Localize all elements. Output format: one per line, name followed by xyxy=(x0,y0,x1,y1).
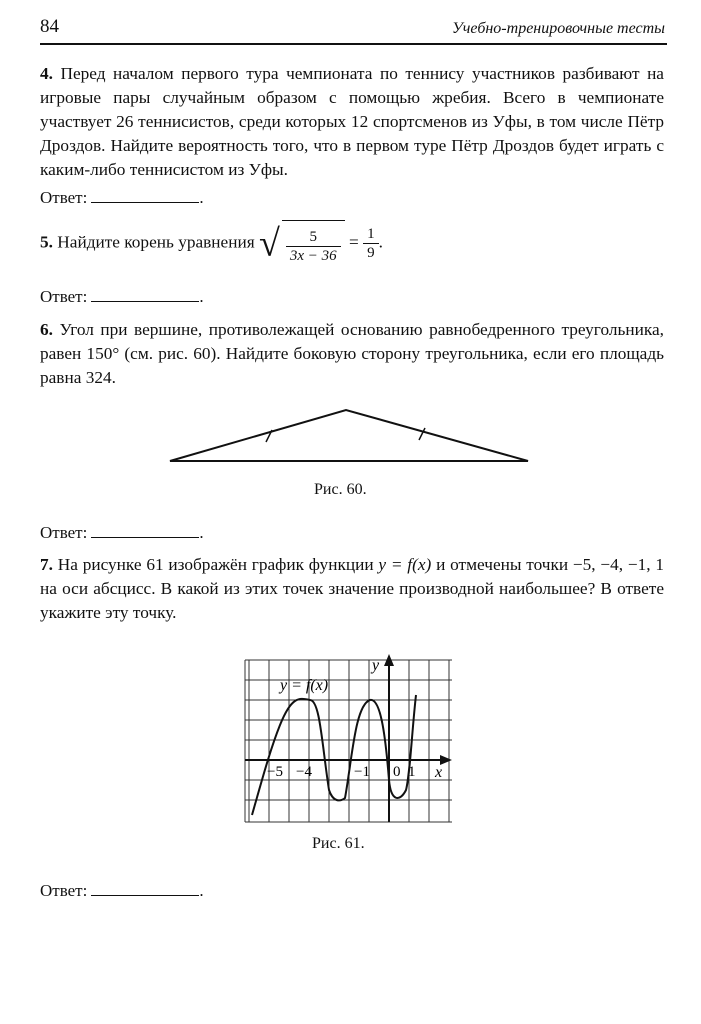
answer-blank[interactable] xyxy=(91,523,199,538)
problem-text: На рисунке 61 изображён график функции xyxy=(57,555,374,574)
problem-5: 5. Найдите корень уравнения √ $\frac{5}{3x - 36}$ = $\frac{1}{9}$ . xyxy=(40,220,664,267)
problem-text: Найдите корень уравнения xyxy=(57,232,255,252)
period: . xyxy=(199,188,204,207)
answer-label: Ответ: xyxy=(40,188,88,207)
numerator: 5 xyxy=(286,228,341,247)
problem-number: 7 xyxy=(40,555,49,574)
period: . xyxy=(199,523,204,542)
problem-text: Угол при вершине, противолежащей основанию равнобедренного треугольника, равен 150° (см. рис. 60). Найдите боковую сторону треугольника, если его площадь равна 324. xyxy=(40,320,664,387)
problem-number: 4 xyxy=(40,64,49,83)
problem-text: Перед началом первого тура чемпионата по теннису участников разбивают на игровые пары случайным образом с помощью жребия. Всего в чемпионате участвует 26 теннисистов, среди которых 12 спортсменов из Уфы, в том числе Пётр Дроздов. Найдите вероятность того, что в первом туре Пётр Дроздов будет играть с каким-либо теннисистом из Уфы. xyxy=(40,64,664,179)
function-notation: y = f(x) xyxy=(378,555,432,574)
answer-4 xyxy=(40,188,204,208)
function-graph xyxy=(240,650,455,830)
triangle-figure xyxy=(0,400,701,470)
answer-label: Ответ: xyxy=(40,881,88,900)
function-label: y = f(x) xyxy=(280,677,329,694)
answer-7 xyxy=(40,881,204,901)
period: . xyxy=(378,232,383,252)
answer-blank[interactable] xyxy=(91,881,199,896)
tick-label: 1 xyxy=(408,764,416,780)
x-label: x xyxy=(435,764,443,781)
answer-label: Ответ: xyxy=(40,287,88,306)
tick-label: −5 xyxy=(267,764,283,780)
denominator: 3x − 36 xyxy=(289,247,337,264)
answer-blank[interactable] xyxy=(91,287,199,302)
tick-label: −4 xyxy=(296,764,312,780)
running-header: Учебно-тренировочные тесты xyxy=(452,20,665,37)
page-number: 84 xyxy=(40,16,59,37)
numerator: 1 xyxy=(363,225,379,244)
figure-caption: Рис. 60. xyxy=(314,481,367,498)
grid xyxy=(245,660,452,822)
figure-caption: Рис. 61. xyxy=(312,835,365,852)
header-rule xyxy=(40,43,667,45)
answer-label: Ответ: xyxy=(40,523,88,542)
isosceles-triangle xyxy=(170,410,528,461)
problem-number: 6 xyxy=(40,320,49,339)
problem-4: 4. Перед началом первого тура чемпионата по теннису участников разбивают на игровые пары случайным образом с помощью жребия. Всего в чемпионате участвует 26 теннисистов, среди которых 12 спортсменов из Уфы, в том числе Пётр Дроздов. Найдите вероятность того, что в первом туре Пётр Дроздов будет играть с каким-либо теннисистом из Уфы. xyxy=(40,64,664,179)
tick-label: 0 xyxy=(393,764,401,780)
equals: = xyxy=(348,232,359,252)
denominator: 9 xyxy=(367,245,375,261)
y-label: y xyxy=(372,657,380,674)
period: . xyxy=(199,287,204,306)
problem-6: 6. Угол при вершине, противолежащей основанию равнобедренного треугольника, равен 150° (см. рис. 60). Найдите боковую сторону треугольника, если его площадь равна 324. xyxy=(40,320,664,387)
answer-blank[interactable] xyxy=(91,188,199,203)
answer-6 xyxy=(40,523,204,543)
problem-text: и отмечены точки −5, −4, −1, 1 на оси абсцисс. В какой из этих точек значение производной наибольшее? В ответе укажите эту точку. xyxy=(40,555,665,622)
sqrt-expression xyxy=(282,220,345,267)
period: . xyxy=(199,881,204,900)
function-curve xyxy=(252,695,416,815)
problem-7: 7. На рисунке 61 изображён график функции y = f(x) и отмечены точки −5, −4, −1, 1 на оси абсцисс. В какой из этих точек значение производной наибольшее? В ответе укажите эту точку. xyxy=(40,555,665,622)
tick-label: −1 xyxy=(354,764,370,780)
answer-5 xyxy=(40,287,204,307)
problem-number: 5 xyxy=(40,232,49,252)
radical-sign: √ xyxy=(259,222,280,265)
